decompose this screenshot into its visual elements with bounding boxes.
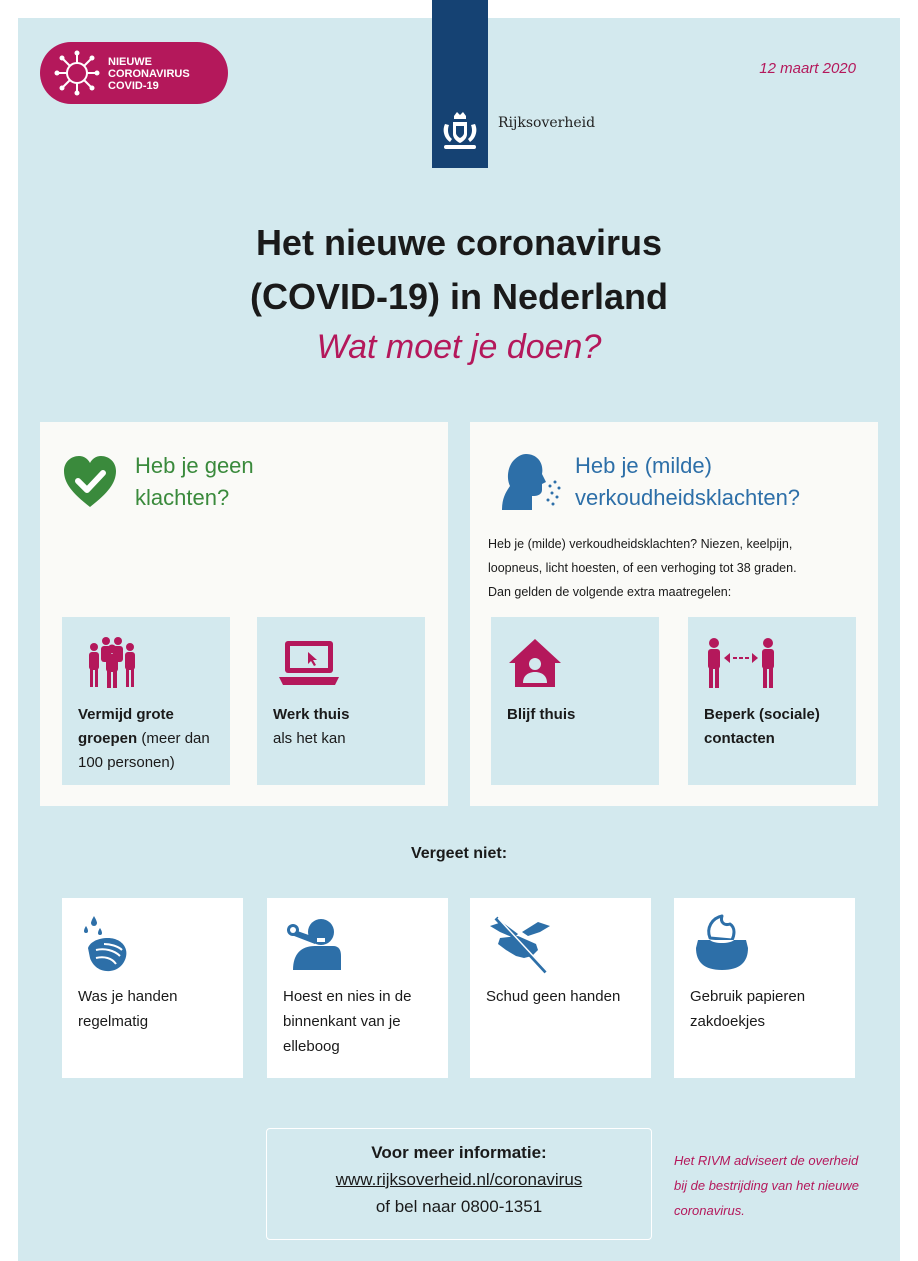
no-handshake-text: Schud geen handen xyxy=(486,988,621,1005)
more-info-box xyxy=(266,1128,652,1240)
cough-in-elbow-icon xyxy=(287,914,343,972)
page-title-line2: (COVID-19) in Nederland xyxy=(249,276,669,317)
stay-home-text xyxy=(507,703,651,727)
more-info-title: Voor meer informatie: xyxy=(371,1143,547,1162)
cold-symptoms-description: Heb je (milde) verkoudheidsklachten? Niezen, keelpijn, loopneus, licht hoesten, of een verhoging tot 38 graden. Dan gelden de volgende extra maatregelen: xyxy=(488,537,797,599)
house-person-icon xyxy=(507,637,563,689)
hand-washing-icon xyxy=(82,914,132,974)
wash-hands-card xyxy=(62,898,243,1078)
more-info-link[interactable]: www.rijksoverheid.nl/coronavirus xyxy=(335,1170,583,1189)
publication-date: 12 maart 2020 xyxy=(759,60,856,77)
no-symptoms-title: Heb je geen klachten? xyxy=(135,453,254,510)
avoid-groups-text xyxy=(78,703,222,775)
wash-hands-text: Was je handen regelmatig xyxy=(78,988,178,1030)
laptop-icon xyxy=(277,639,341,687)
paper-tissues-text: Gebruik papieren zakdoekjes xyxy=(690,988,806,1030)
crowd-icon xyxy=(84,635,140,689)
page-title-line1: Het nieuwe coronavirus xyxy=(255,222,663,263)
stay-home-bold: Blijf thuis xyxy=(507,706,576,723)
work-home-rest: als het kan xyxy=(273,730,346,747)
no-handshake-icon xyxy=(488,916,552,974)
no-handshake-card xyxy=(470,898,651,1078)
work-home-text xyxy=(273,703,417,751)
cough-elbow-text: Hoest en nies in de binnenkant van je elleboog xyxy=(283,988,412,1055)
limit-contacts-text xyxy=(704,703,848,751)
reminder-heading: Vergeet niet: xyxy=(410,845,508,862)
cold-symptoms-title: Heb je (milde) verkoudheidsklachten? xyxy=(575,453,801,510)
avoid-groups-bold: Vermijd grote groepen xyxy=(78,706,174,747)
rijksoverheid-logo-text: Rijksoverheid xyxy=(498,115,596,131)
sneezing-person-icon xyxy=(498,452,564,512)
cough-elbow-card xyxy=(267,898,448,1078)
limit-contacts-bold-line2: contacten xyxy=(704,730,775,747)
stay-home-card xyxy=(491,617,659,785)
virus-icon xyxy=(52,48,102,98)
social-distance-icon xyxy=(706,637,776,689)
phone-number: of bel naar 0800-1351 xyxy=(375,1197,543,1216)
paper-tissues-card xyxy=(674,898,855,1078)
badge-text: NIEUWE CORONAVIRUS COVID-19 xyxy=(108,56,190,92)
work-home-card xyxy=(257,617,425,785)
avoid-groups-card xyxy=(62,617,230,785)
limit-contacts-card xyxy=(688,617,856,785)
tissue-box-icon xyxy=(694,914,750,972)
avoid-groups-rest: (meer dan 100 personen) xyxy=(78,730,210,771)
rivm-note: Het RIVM adviseert de overheid bij de bestrijding van het nieuwe coronavirus. xyxy=(674,1153,860,1218)
heart-check-icon xyxy=(62,455,118,509)
rijksoverheid-logo-band xyxy=(432,0,488,168)
page-subtitle: Wat moet je doen? xyxy=(316,328,602,366)
limit-contacts-bold-line1: Beperk (sociale) xyxy=(704,706,820,723)
coat-of-arms-icon xyxy=(436,108,484,156)
work-home-bold: Werk thuis xyxy=(273,706,350,723)
